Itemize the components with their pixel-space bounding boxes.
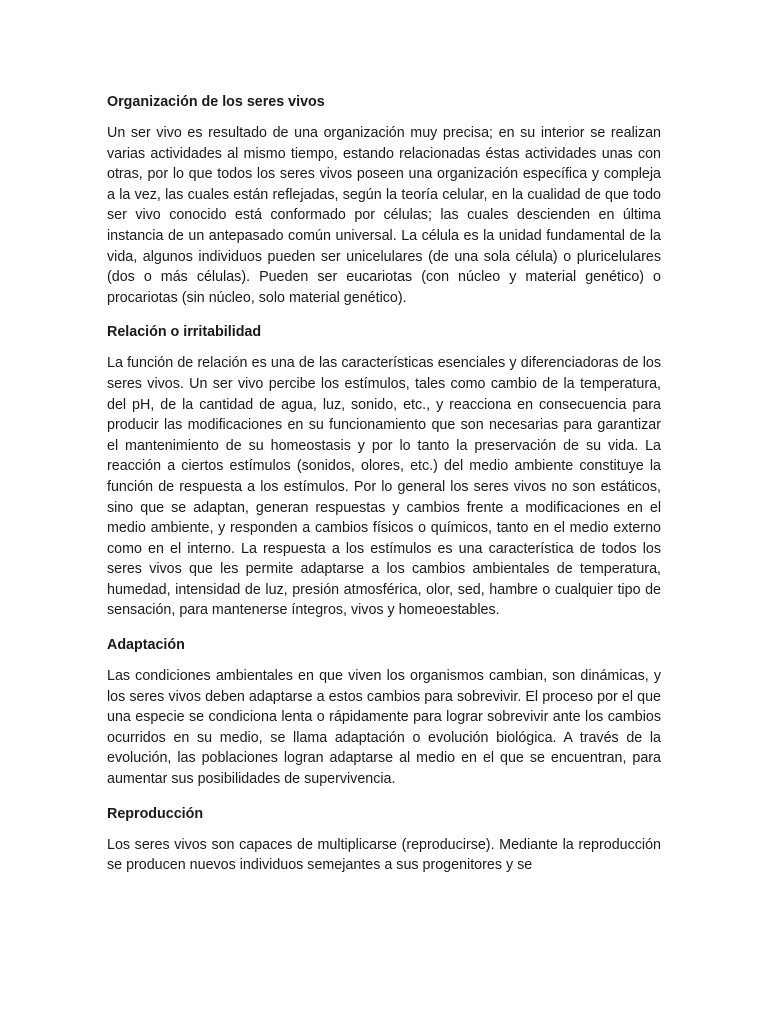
document-page <box>107 92 661 890</box>
section-heading-relacion: Relación o irritabilidad <box>107 324 262 341</box>
section-body-reproduccion: Los seres vivos son capaces de multiplicarse (reproducirse). Mediante la reproducción se producen nuevos individuos semejantes a sus progenitores y se <box>107 836 661 874</box>
section-heading-organizacion: Organización de los seres vivos <box>107 94 325 110</box>
section-body-organizacion: Un ser vivo es resultado de una organización muy precisa; en su interior se realizan varias actividades al mismo tiempo, estando relacionadas éstas actividades unas con otras, por lo que todos los seres vivos poseen una organización específica y compleja a la vez, las cuales están reflejadas, según la teoría celular, en la cualidad de que todo ser vivo conocido está conformado por células; las cuales descienden en última instancia de un antepasado común universal. La célula es la unidad fundamental de la vida, algunos individuos pueden ser unicelulares (de una sola célula) o pluricelulares (dos o más células). Pueden ser eucariotas (con núcleo y material genético) o procariotas (sin núcleo, solo material genético). <box>107 125 661 306</box>
section-heading-reproduccion: Reproducción <box>107 805 204 822</box>
section-heading-adaptacion: Adaptación <box>107 637 185 654</box>
section-body-adaptacion: Las condiciones ambientales en que viven los organismos cambian, son dinámicas, y los seres vivos deben adaptarse a estos cambios para sobrevivir. El proceso por el que una especie se condiciona lenta o rápidamente para lograr sobrevivir ante los cambios ocurridos en su medio, se llama adaptación o evolución biológica. A través de la evolución, las poblaciones logran adaptarse al medio en el que se encuentran, para aumentar sus posibilidades de supervivencia. <box>107 668 661 788</box>
section-body-relacion: La función de relación es una de las características esenciales y diferenciadoras de los seres vivos. Un ser vivo percibe los estímulos, tales como cambio de la temperatura, del pH, de la cantidad de agua, luz, sonido, etc., y reacciona en consecuencia para producir las modificaciones en su funcionamiento que son necesarias para garantizar el mantenimiento de su homeostasis y por lo tanto la preservación de su vida. La reacción a ciertos estímulos (sonidos, olores, etc.) del medio ambiente constituye la función de respuesta a los estímulos. Por lo general los seres vivos no son estáticos, sino que se adaptan, generan respuestas y cambios frente a modificaciones en el medio ambiente, y responden a cambios físicos o químicos, tanto en el medio externo como en el interno. La respuesta a los estímulos es una característica de todos los seres vivos que les permite adaptarse a los cambios ambientales de temperatura, humedad, intensidad de luz, presión atmosférica, olor, sed, hambre o cualquier tipo de sensación, para mantenerse íntegros, vivos y homeoestables. <box>107 355 661 619</box>
